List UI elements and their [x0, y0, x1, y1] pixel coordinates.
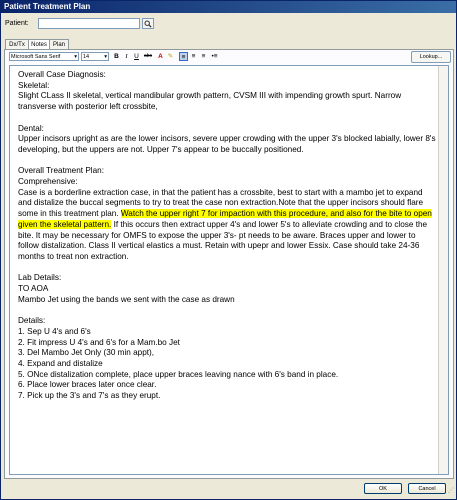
patient-label: Patient:	[5, 20, 29, 27]
skeletal-heading: Skeletal:	[18, 80, 50, 90]
patient-input[interactable]	[38, 18, 140, 29]
notes-panel	[4, 49, 454, 479]
bullets-button[interactable]: •≡	[211, 53, 218, 60]
comprehensive-heading: Comprehensive:	[18, 177, 78, 186]
strikethrough-button[interactable]: abc	[143, 53, 153, 59]
italic-button[interactable]: I	[125, 53, 128, 60]
details-item: 2. Fit impress U 4's and 6's for a Mam.bo Jet	[18, 337, 180, 347]
align-right-button[interactable]: ≡	[201, 53, 206, 60]
vertical-scrollbar[interactable]	[438, 66, 448, 474]
tab-dx-tx[interactable]: Dx/Tx	[5, 39, 29, 50]
tab-plan[interactable]: Plan	[49, 39, 69, 50]
font-color-button[interactable]: A	[158, 53, 163, 60]
highlight-button[interactable]: ✎	[167, 53, 174, 60]
details-heading: Details:	[18, 316, 46, 326]
align-center-button[interactable]: ≡	[191, 53, 196, 60]
diagnosis-heading: Overall Case Diagnosis:	[18, 70, 106, 79]
patient-row	[5, 18, 155, 32]
plan-text-highlighted: Watch the upper right 7 for impaction with this procedure, and also for the bite to open given the skeletal pattern.	[18, 209, 432, 229]
lab-line: TO AOA	[18, 284, 49, 294]
bold-button[interactable]: B	[114, 53, 119, 60]
font-size-select[interactable]	[81, 52, 109, 61]
search-icon	[144, 20, 152, 28]
font-family-value: Microsoft Sans Serif	[11, 54, 61, 60]
chevron-down-icon: ▾	[74, 54, 77, 60]
lookup-button[interactable]: Lookup...	[411, 51, 451, 63]
details-item: 7. Pick up the 3's and 7's as they erupt.	[18, 391, 161, 401]
plan-text-2: If this occurs then extract upper 4's and lower 5's to alleviate crowding and to close the bite. It may be necessary for OMFS to expose the upper 3's- pt needs to be aware. Braces upper and lower to follow distalization. Class II vertical elastics a must. Retain with upepr and lower Essix. Case should take 24-36 months to treat non extraction.	[18, 219, 428, 261]
patient-search-button[interactable]	[142, 18, 154, 29]
font-size-value: 14	[83, 54, 90, 60]
tab-notes[interactable]: Notes	[28, 39, 50, 51]
window-title: Patient Treatment Plan	[1, 1, 456, 13]
details-item: 3. Del Mambo Jet Only (30 min appt),	[18, 348, 155, 358]
details-item: 5. ONce distalization complete, place upper braces leaving nance with 6's band in place.	[18, 369, 339, 379]
dental-heading: Dental:	[18, 123, 44, 133]
notes-text	[10, 66, 436, 402]
plan-heading: Overall Treatment Plan:	[18, 166, 105, 176]
underline-button[interactable]: U	[134, 53, 139, 60]
chevron-down-icon: ▾	[104, 54, 107, 60]
details-item: 4. Expand and distalize	[18, 358, 103, 368]
formatting-toolbar	[9, 52, 449, 62]
lab-heading: Lab Details:	[18, 273, 62, 283]
notes-editor[interactable]	[9, 65, 449, 475]
cancel-button[interactable]: Cancel	[408, 483, 446, 494]
resize-grip-icon[interactable]: ⋰	[448, 488, 454, 494]
skeletal-text: Slight CLass II skeletal, vertical mandibular growth pattern, CVSM III with impending growth spurt. Narrow transverse with posterior left crossbite,	[18, 91, 402, 112]
align-left-button[interactable]: ≡	[179, 52, 188, 61]
dialog-footer	[1, 481, 456, 497]
dental-text: Upper incisors upright as are the lower incisors, severe upper crowding with the upper 3's blocked labially, lower 8's developing, but the uppers are not. Upper 7's appear to be buccally positioned.	[18, 134, 436, 154]
ok-button[interactable]: OK	[364, 483, 402, 494]
plan-paragraph	[18, 188, 436, 263]
font-family-select[interactable]	[9, 52, 79, 61]
details-item: 6. Place lower braces later once clear.	[18, 380, 157, 390]
details-item: 1. Sep U 4's and 6's	[18, 326, 91, 336]
lab-line: Mambo Jet using the bands we sent with the case as drawn	[18, 294, 235, 304]
plan-text-1: Case is a borderline extraction case, in that the patient has a crossbite, best to start with a mambo jet to expand and distalize the buccal segments to try to treat the case non extraction.Note that the upper incisors should flare some in this treatment plan.	[18, 187, 424, 219]
